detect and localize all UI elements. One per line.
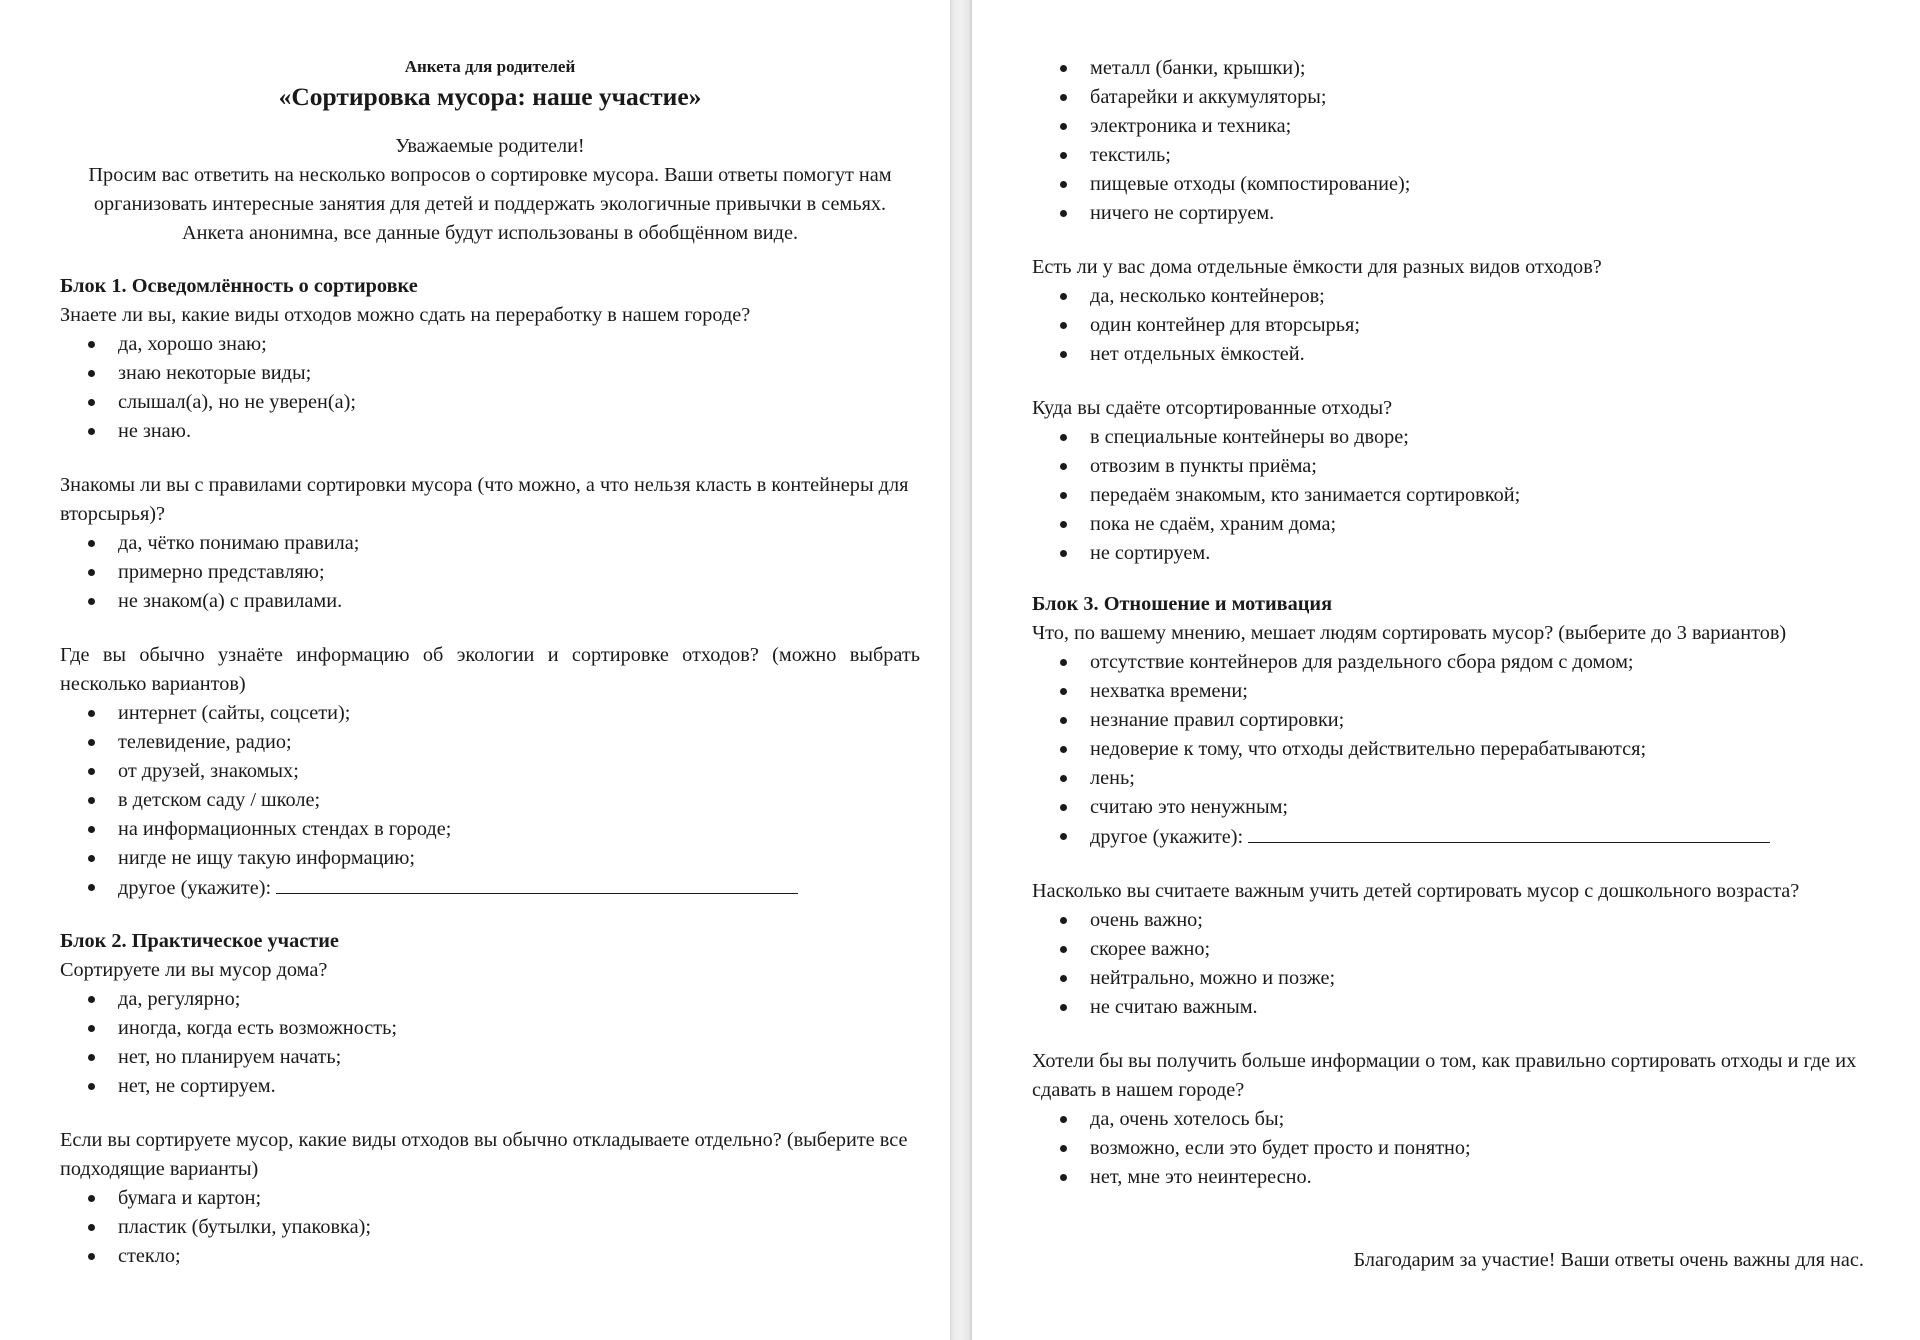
option-item[interactable]: очень важно; [1090, 906, 1864, 935]
option-item[interactable]: пока не сдаём, храним дома; [1090, 510, 1864, 539]
options-info-sources [60, 699, 920, 903]
other-answer-line[interactable] [1248, 822, 1770, 843]
question-where-deliver: Куда вы сдаёте отсортированные отходы? [1032, 397, 1393, 419]
option-item[interactable]: отвозим в пункты приёма; [1090, 452, 1864, 481]
options-recycle-knowledge [60, 330, 920, 446]
question-sorting-rules: Знакомы ли вы с правилами сортировки мусора (что можно, а что нельзя класть в контейнеры для вторсырья)? [60, 474, 909, 525]
options-more-info [1032, 1105, 1864, 1192]
option-item[interactable]: нехватка времени; [1090, 677, 1864, 706]
options-sorting-rules [60, 529, 920, 616]
other-label: другое (укажите): [118, 877, 272, 899]
question-teach-children: Насколько вы считаете важным учить детей сортировать мусор с дошкольного возраста? [1032, 880, 1800, 902]
question-containers: Есть ли у вас дома отдельные ёмкости для разных видов отходов? [1032, 256, 1602, 278]
option-item[interactable]: металл (банки, крышки); [1090, 54, 1864, 83]
option-item[interactable]: текстиль; [1090, 141, 1864, 170]
option-item[interactable]: интернет (сайты, соцсети); [118, 699, 920, 728]
option-item[interactable]: бумага и картон; [118, 1184, 920, 1213]
option-item[interactable]: да, очень хотелось бы; [1090, 1105, 1864, 1134]
question-sort-at-home: Сортируете ли вы мусор дома? [60, 959, 328, 981]
option-item[interactable]: в специальные контейнеры во дворе; [1090, 423, 1864, 452]
block-2-title: Блок 2. Практическое участие [60, 930, 339, 952]
options-sort-at-home [60, 985, 920, 1101]
block-1-title: Блок 1. Осведомлённость о сортировке [60, 275, 418, 297]
intro-line-3: Анкета анонимна, все данные будут использованы в обобщённом виде. [181, 222, 799, 244]
option-item[interactable]: да, чётко понимаю правила; [118, 529, 920, 558]
option-item[interactable]: не знаю. [118, 417, 920, 446]
option-item[interactable]: не знаком(а) с правилами. [118, 587, 920, 616]
option-item[interactable]: недоверие к тому, что отходы действительно перерабатываются; [1090, 735, 1864, 764]
intro-line-2: организовать интересные занятия для детей и поддержать экологичные привычки в семьях. [93, 193, 887, 215]
options-containers [1032, 282, 1864, 369]
option-item[interactable]: не сортируем. [1090, 539, 1864, 568]
option-item[interactable]: не считаю важным. [1090, 993, 1864, 1022]
question-obstacles: Что, по вашему мнению, мешает людям сортировать мусор? (выберите до 3 вариантов) [1032, 622, 1787, 644]
option-item[interactable]: скорее важно; [1090, 935, 1864, 964]
option-item[interactable]: да, хорошо знаю; [118, 330, 920, 359]
option-item[interactable]: нет отдельных ёмкостей. [1090, 340, 1864, 369]
option-item[interactable]: нейтрально, можно и позже; [1090, 964, 1864, 993]
options-obstacles [1032, 648, 1864, 852]
block-3-title: Блок 3. Отношение и мотивация [1032, 593, 1333, 615]
option-item[interactable]: знаю некоторые виды; [118, 359, 920, 388]
option-item[interactable]: один контейнер для вторсырья; [1090, 311, 1864, 340]
option-item[interactable]: иногда, когда есть возможность; [118, 1014, 920, 1043]
question-recycle-knowledge: Знаете ли вы, какие виды отходов можно сдать на переработку в нашем городе? [60, 304, 751, 326]
options-where-deliver [1032, 423, 1864, 568]
option-item[interactable]: слышал(а), но не уверен(а); [118, 388, 920, 417]
option-item[interactable]: да, регулярно; [118, 985, 920, 1014]
document-page-right [972, 0, 1920, 1340]
option-item[interactable]: отсутствие контейнеров для раздельного сбора рядом с домом; [1090, 648, 1864, 677]
question-waste-types: Если вы сортируете мусор, какие виды отходов вы обычно откладываете отдельно? (выберите все подходящие варианты) [60, 1129, 908, 1180]
intro-line-1: Просим вас ответить на несколько вопросов о сортировке мусора. Ваши ответы помогут нам [88, 164, 892, 186]
options-teach-children [1032, 906, 1864, 1022]
option-item[interactable]: пищевые отходы (компостирование); [1090, 170, 1864, 199]
option-item-other[interactable] [1090, 822, 1864, 852]
option-item[interactable]: стекло; [118, 1242, 920, 1271]
option-item[interactable]: примерно представляю; [118, 558, 920, 587]
option-item[interactable]: ничего не сортируем. [1090, 199, 1864, 228]
option-item-other[interactable] [118, 873, 920, 903]
option-item[interactable]: от друзей, знакомых; [118, 757, 920, 786]
option-item[interactable]: незнание правил сортировки; [1090, 706, 1864, 735]
option-item[interactable]: лень; [1090, 764, 1864, 793]
option-item[interactable]: в детском саду / школе; [118, 786, 920, 815]
document-kicker: Анкета для родителей [404, 57, 576, 76]
document-title: «Сортировка мусора: наше участие» [278, 82, 702, 111]
option-item[interactable]: на информационных стендах в городе; [118, 815, 920, 844]
option-item[interactable]: возможно, если это будет просто и понятно; [1090, 1134, 1864, 1163]
option-item[interactable]: нет, не сортируем. [118, 1072, 920, 1101]
option-item[interactable]: нигде не ищу такую информацию; [118, 844, 920, 873]
option-item[interactable]: батарейки и аккумуляторы; [1090, 83, 1864, 112]
document-page-left [0, 0, 950, 1340]
option-item[interactable]: нет, но планируем начать; [118, 1043, 920, 1072]
greeting: Уважаемые родители! [395, 135, 585, 157]
other-answer-line[interactable] [276, 873, 798, 894]
options-waste-types-continued [1032, 54, 1864, 228]
page-gutter [950, 0, 972, 1340]
options-waste-types [60, 1184, 920, 1271]
option-item[interactable]: телевидение, радио; [118, 728, 920, 757]
option-item[interactable]: нет, мне это неинтересно. [1090, 1163, 1864, 1192]
option-item[interactable]: да, несколько контейнеров; [1090, 282, 1864, 311]
option-item[interactable]: считаю это ненужным; [1090, 793, 1864, 822]
thank-you-note: Благодарим за участие! Ваши ответы очень важны для нас. [1353, 1249, 1864, 1271]
option-item[interactable]: передаём знакомым, кто занимается сортировкой; [1090, 481, 1864, 510]
option-item[interactable]: пластик (бутылки, упаковка); [118, 1213, 920, 1242]
question-info-sources: Где вы обычно узнаёте информацию об экологии и сортировке отходов? (можно выбрать несколько вариантов) [60, 644, 920, 695]
question-more-info: Хотели бы вы получить больше информации о том, как правильно сортировать отходы и где их сдавать в нашем городе? [1032, 1050, 1857, 1101]
option-item[interactable]: электроника и техника; [1090, 112, 1864, 141]
other-label: другое (укажите): [1090, 826, 1244, 848]
